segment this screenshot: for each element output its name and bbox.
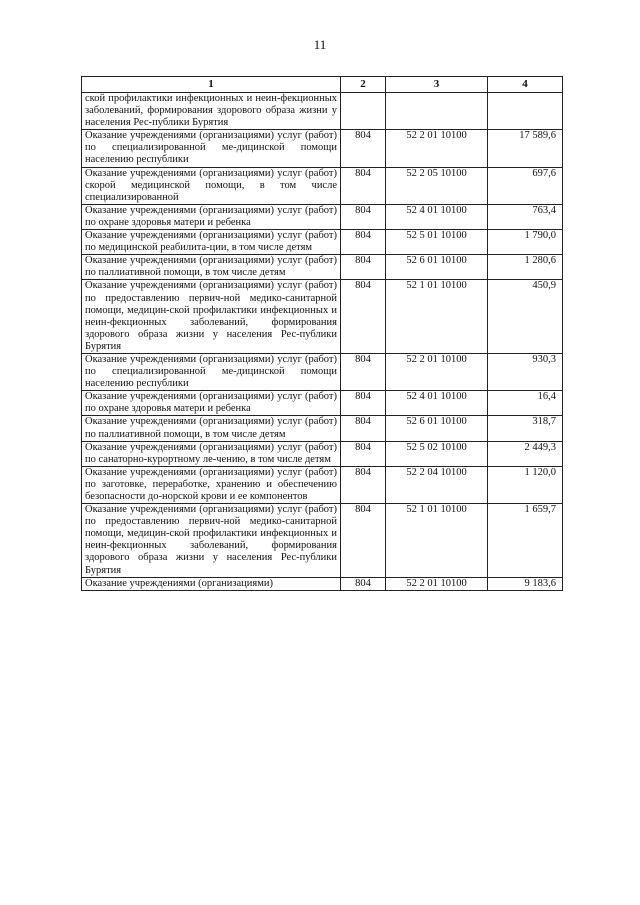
cell-target-article: 52 1 01 10100	[386, 280, 488, 354]
cell-name: Оказание учреждениями (организациями) услуг (работ) по предоставлению первич-ной медико-санитарной помощи, медицин-ской профилактики инфекционных и неин-фекционных заболеваний, формирования здорового образа жизни у населения Рес-публики Бурятия	[82, 504, 341, 578]
cell-target-article: 52 6 01 10100	[386, 255, 488, 280]
cell-code: 804	[341, 204, 386, 229]
header-col-1: 1	[82, 77, 341, 93]
cell-target-article: 52 2 05 10100	[386, 167, 488, 204]
cell-code	[341, 93, 386, 130]
cell-amount: 17 589,6	[488, 130, 563, 167]
cell-code: 804	[341, 391, 386, 416]
cell-name: Оказание учреждениями (организациями) услуг (работ) по медицинской реабилита-ции, в том числе детям	[82, 230, 341, 255]
cell-target-article: 52 5 01 10100	[386, 230, 488, 255]
cell-target-article: 52 4 01 10100	[386, 204, 488, 229]
header-col-4: 4	[488, 77, 563, 93]
table-row	[82, 255, 563, 280]
cell-name: Оказание учреждениями (организациями) услуг (работ) по охране здоровья матери и ребенка	[82, 204, 341, 229]
cell-code: 804	[341, 577, 386, 590]
cell-name: ской профилактики инфекционных и неин-фекционных заболеваний, формирования здорового образа жизни у населения Рес-публики Бурятия	[82, 93, 341, 130]
cell-amount: 1 790,0	[488, 230, 563, 255]
cell-name: Оказание учреждениями (организациями) услуг (работ) по заготовке, переработке, хранению и обеспечению безопасности до-норской крови и ее компонентов	[82, 466, 341, 503]
page-number: 11	[313, 37, 327, 52]
table-row	[82, 391, 563, 416]
cell-code: 804	[341, 255, 386, 280]
cell-amount: 1 659,7	[488, 504, 563, 578]
cell-code: 804	[341, 353, 386, 390]
cell-code: 804	[341, 167, 386, 204]
cell-amount: 1 120,0	[488, 466, 563, 503]
cell-name: Оказание учреждениями (организациями) услуг (работ) по паллиативной помощи, в том числе детям	[82, 416, 341, 441]
table-row	[82, 416, 563, 441]
cell-target-article: 52 2 01 10100	[386, 577, 488, 590]
cell-code: 804	[341, 416, 386, 441]
cell-amount: 763,4	[488, 204, 563, 229]
cell-target-article: 52 1 01 10100	[386, 504, 488, 578]
cell-name: Оказание учреждениями (организациями) услуг (работ) по санаторно-курортному ле-чению, в том числе детям	[82, 441, 341, 466]
cell-name: Оказание учреждениями (организациями) услуг (работ) по охране здоровья матери и ребенка	[82, 391, 341, 416]
table-row	[82, 167, 563, 204]
cell-target-article: 52 2 01 10100	[386, 353, 488, 390]
table-row	[82, 353, 563, 390]
table-row	[82, 504, 563, 578]
cell-name: Оказание учреждениями (организациями) услуг (работ) по паллиативной помощи, в том числе детям	[82, 255, 341, 280]
table-row	[82, 280, 563, 354]
cell-name: Оказание учреждениями (организациями) услуг (работ) по специализированной ме-дицинской помощи населению республики	[82, 353, 341, 390]
table-row	[82, 204, 563, 229]
table-row	[82, 577, 563, 590]
cell-name: Оказание учреждениями (организациями) услуг (работ) скорой медицинской помощи, в том числе специализированной	[82, 167, 341, 204]
cell-code: 804	[341, 466, 386, 503]
cell-target-article: 52 2 01 10100	[386, 130, 488, 167]
header-col-3: 3	[386, 77, 488, 93]
cell-amount: 1 280,6	[488, 255, 563, 280]
table-row	[82, 230, 563, 255]
cell-code: 804	[341, 504, 386, 578]
cell-amount: 930,3	[488, 353, 563, 390]
cell-code: 804	[341, 441, 386, 466]
header-col-2: 2	[341, 77, 386, 93]
cell-amount: 2 449,3	[488, 441, 563, 466]
cell-code: 804	[341, 130, 386, 167]
cell-code: 804	[341, 230, 386, 255]
cell-amount: 450,9	[488, 280, 563, 354]
table-header	[82, 77, 563, 93]
header-row	[82, 77, 563, 93]
cell-amount: 16,4	[488, 391, 563, 416]
cell-target-article: 52 2 04 10100	[386, 466, 488, 503]
cell-amount	[488, 93, 563, 130]
table-row	[82, 441, 563, 466]
cell-name: Оказание учреждениями (организациями)	[82, 577, 341, 590]
table-body	[82, 93, 563, 591]
table-row	[82, 130, 563, 167]
table-row	[82, 93, 563, 130]
cell-target-article: 52 6 01 10100	[386, 416, 488, 441]
table-row	[82, 466, 563, 503]
cell-target-article: 52 4 01 10100	[386, 391, 488, 416]
cell-target-article	[386, 93, 488, 130]
cell-target-article: 52 5 02 10100	[386, 441, 488, 466]
cell-name: Оказание учреждениями (организациями) услуг (работ) по предоставлению первич-ной медико-санитарной помощи, медицин-ской профилактики инфекционных и неин-фекционных заболеваний, формирования здорового образа жизни у населения Рес-публики Бурятия	[82, 280, 341, 354]
budget-table	[81, 76, 563, 591]
cell-amount: 697,6	[488, 167, 563, 204]
cell-amount: 318,7	[488, 416, 563, 441]
cell-amount: 9 183,6	[488, 577, 563, 590]
cell-code: 804	[341, 280, 386, 354]
cell-name: Оказание учреждениями (организациями) услуг (работ) по специализированной ме-дицинской помощи населению республики	[82, 130, 341, 167]
